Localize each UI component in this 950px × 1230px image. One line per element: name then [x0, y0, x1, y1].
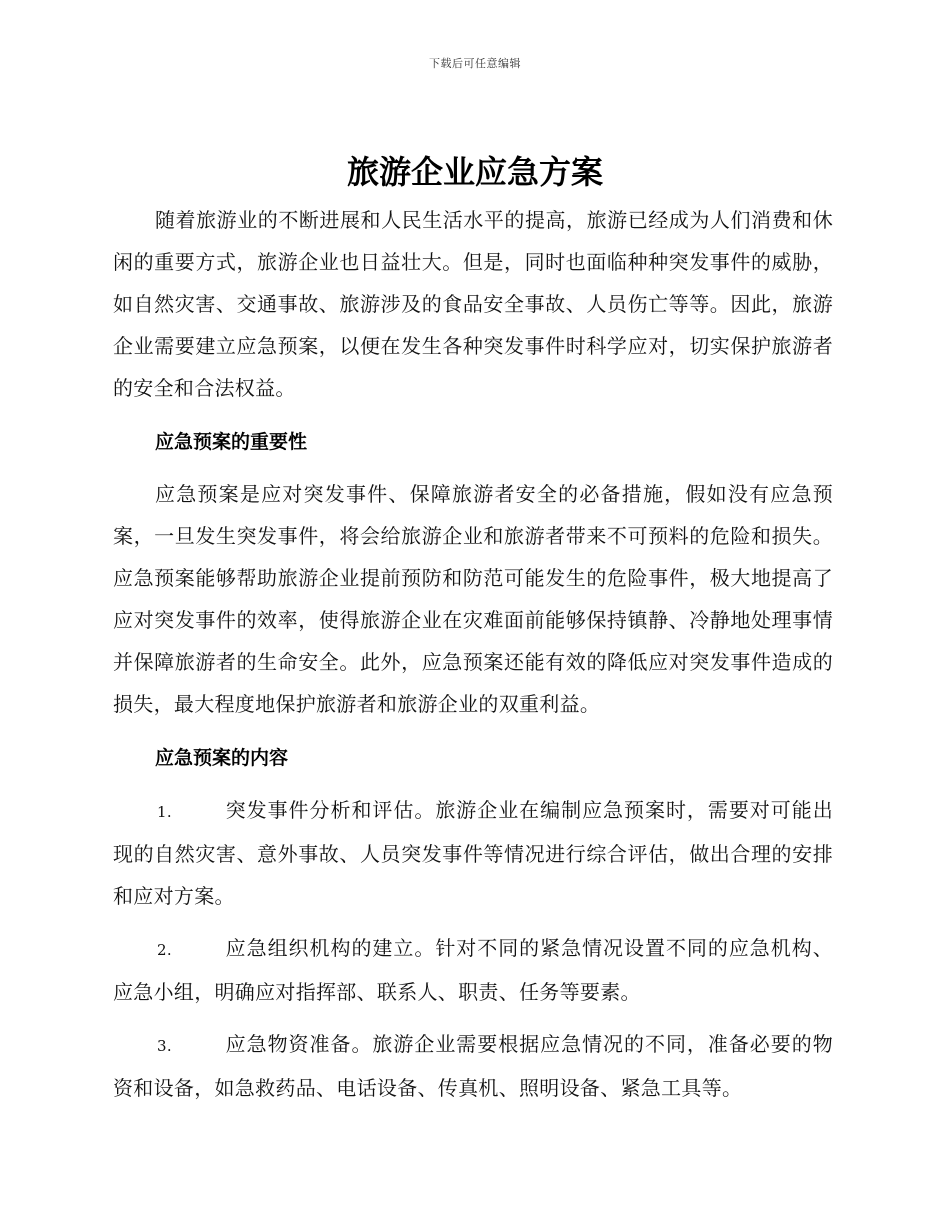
list-item [113, 927, 833, 1013]
list-item-number: 3. [157, 1037, 172, 1055]
intro-paragraph: 随着旅游业的不断进展和人民生活水平的提高，旅游已经成为人们消费和休闲的重要方式，旅游企业也日益壮大。但是，同时也面临种种突发事件的威胁，如自然灾害、交通事故、旅游涉及的食品安全事故、人员伤亡等等。因此，旅游企业需要建立应急预案，以便在发生各种突发事件时科学应对，切实保护旅游者的安全和合法权益。 [113, 208, 833, 400]
list-item [113, 1023, 833, 1109]
list-item-text: 应急物资准备。旅游企业需要根据应急情况的不同，准备必要的物资和设备，如急救药品、电话设备、传真机、照明设备、紧急工具等。 [113, 1032, 833, 1100]
list-item [113, 789, 833, 917]
document-body [113, 199, 833, 1119]
header-note: 下载后可任意编辑 [429, 57, 521, 70]
list-item-text: 突发事件分析和评估。旅游企业在编制应急预案时，需要对可能出现的自然灾害、意外事故、人员突发事件等情况进行综合评估，做出合理的安排和应对方案。 [113, 798, 833, 908]
list-item-text: 应急组织机构的建立。针对不同的紧急情况设置不同的应急机构、应急小组，明确应对指挥部、联系人、职责、任务等要素。 [113, 936, 833, 1004]
section-heading-content: 应急预案的内容 [155, 747, 289, 769]
list-item-number: 2. [157, 941, 172, 959]
importance-paragraph: 应急预案是应对突发事件、保障旅游者安全的必备措施，假如没有应急预案，一旦发生突发事件，将会给旅游企业和旅游者带来不可预料的危险和损失。应急预案能够帮助旅游企业提前预防和防范可能发生的危险事件，极大地提高了应对突发事件的效率，使得旅游企业在灾难面前能够保持镇静、冷静地处理事情并保障旅游者的生命安全。此外，应急预案还能有效的降低应对突发事件造成的损失，最大程度地保护旅游者和旅游企业的双重利益。 [113, 482, 833, 716]
section-heading-importance: 应急预案的重要性 [155, 431, 308, 453]
list-item-number: 1. [157, 803, 172, 821]
document-title: 旅游企业应急方案 [346, 153, 603, 191]
